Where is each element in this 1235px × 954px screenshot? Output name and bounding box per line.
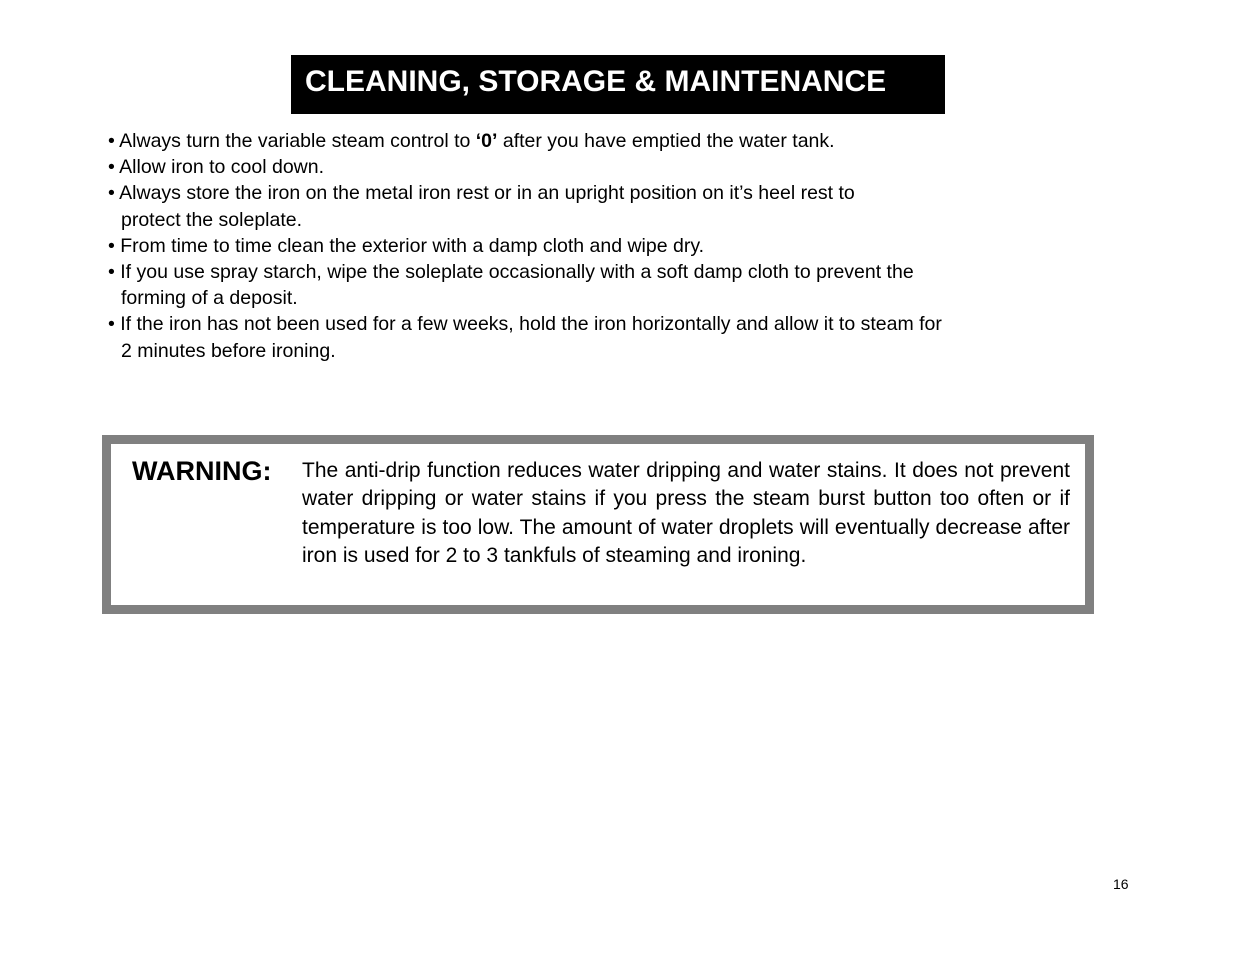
instruction-list <box>108 128 1098 364</box>
list-item: • Always store the iron on the metal iron rest or in an upright position on it’s heel rest to <box>108 182 855 205</box>
list-item: • If the iron has not been used for a few weeks, hold the iron horizontally and allow it to steam for <box>108 313 942 336</box>
warning-text: The anti-drip function reduces water dripping and water stains. It does not prevent water dripping or water stains if you press the steam burst button too often or if temperature is too low. The amount of water droplets will eventually decrease after iron is used for 2 to 3 tankfuls of steaming and ironing. <box>302 459 1070 567</box>
section-title-bar <box>291 55 945 114</box>
steam-setting-value: ‘0’ <box>475 130 498 152</box>
warning-label: WARNING: <box>132 456 272 486</box>
list-item: • From time to time clean the exterior with a damp cloth and wipe dry. <box>108 234 705 257</box>
list-item: • If you use spray starch, wipe the soleplate occasionally with a soft damp cloth to prevent the <box>108 261 914 284</box>
section-title: CLEANING, STORAGE & MAINTENANCE <box>305 65 887 98</box>
list-item-continuation: 2 minutes before ironing. <box>121 339 336 362</box>
list-item-text: • Always turn the variable steam control to <box>108 130 476 152</box>
warning-box <box>102 435 1094 614</box>
list-item-text: after you have emptied the water tank. <box>497 130 835 152</box>
list-item-continuation: forming of a deposit. <box>121 287 298 310</box>
list-item-continuation: protect the soleplate. <box>121 208 303 231</box>
list-item <box>108 128 1098 154</box>
list-item: • Allow iron to cool down. <box>108 156 325 179</box>
page-number: 16 <box>1113 876 1129 892</box>
